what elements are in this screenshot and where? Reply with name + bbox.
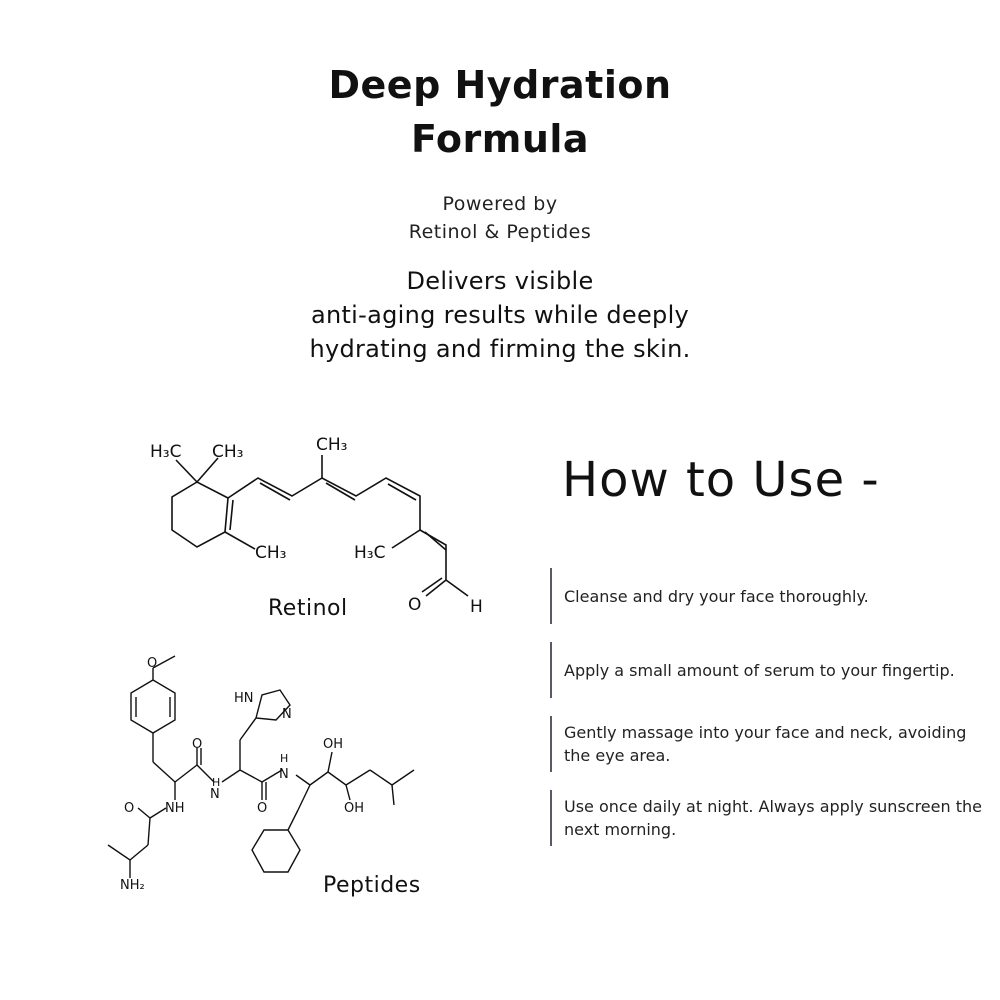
peptide-atom-o2: O (124, 801, 135, 816)
desc-line-1: Delivers visible (406, 267, 594, 295)
peptide-atom-n3: N (279, 767, 289, 782)
step-4 (550, 790, 984, 846)
desc-line-3: hydrating and firming the skin. (309, 335, 691, 363)
retinol-atom-h3c-top: H₃C (150, 442, 182, 462)
peptide-atom-hn: HN (234, 691, 254, 706)
peptide-atom-oh1: OH (323, 737, 344, 752)
step-2-text: Apply a small amount of serum to your fingertip. (564, 660, 955, 680)
step-2 (550, 642, 984, 698)
peptide-atom-h3: H (280, 752, 289, 765)
retinol-atom-o: O (408, 595, 422, 615)
peptide-atom-oh2: OH (344, 801, 365, 816)
powered-line-1: Powered by (442, 193, 558, 215)
step-3 (550, 716, 984, 772)
peptides-structure (108, 656, 414, 878)
peptide-atom-ome: O (147, 656, 158, 671)
retinol-atom-ch3-chain: CH₃ (316, 435, 348, 455)
step-4-text: Use once daily at night. Always apply sunscreen the next morning. (564, 797, 982, 839)
title-line-2: Formula (410, 117, 590, 161)
peptide-atom-h2: H (212, 776, 221, 789)
peptide-atom-nh2-amine: NH₂ (120, 878, 145, 893)
how-to-use-heading: How to Use - (562, 452, 880, 508)
step-3-text: Gently massage into your face and neck, avoiding the eye area. (564, 723, 967, 765)
peptides-label: Peptides (323, 873, 421, 898)
peptide-atom-n-ring: N (282, 707, 292, 722)
desc-line-2: anti-aging results while deeply (310, 301, 690, 329)
powered-line-2: Retinol & Peptides (408, 221, 592, 243)
peptide-atom-nh1: NH (165, 801, 185, 816)
retinol-label: Retinol (268, 596, 348, 621)
peptide-atom-o3: O (257, 801, 268, 816)
retinol-atom-ch3-ring: CH₃ (255, 543, 287, 563)
peptide-atom-n2: N (210, 787, 220, 802)
retinol-atom-h: H (470, 597, 483, 617)
retinol-structure (172, 455, 468, 596)
step-1 (550, 568, 984, 624)
retinol-atom-h3c-chain: H₃C (354, 543, 386, 563)
retinol-atom-ch3-top: CH₃ (212, 442, 244, 462)
title-line-1: Deep Hydration (328, 63, 672, 107)
step-1-text: Cleanse and dry your face thoroughly. (564, 586, 869, 606)
peptide-atom-o1: O (192, 737, 203, 752)
